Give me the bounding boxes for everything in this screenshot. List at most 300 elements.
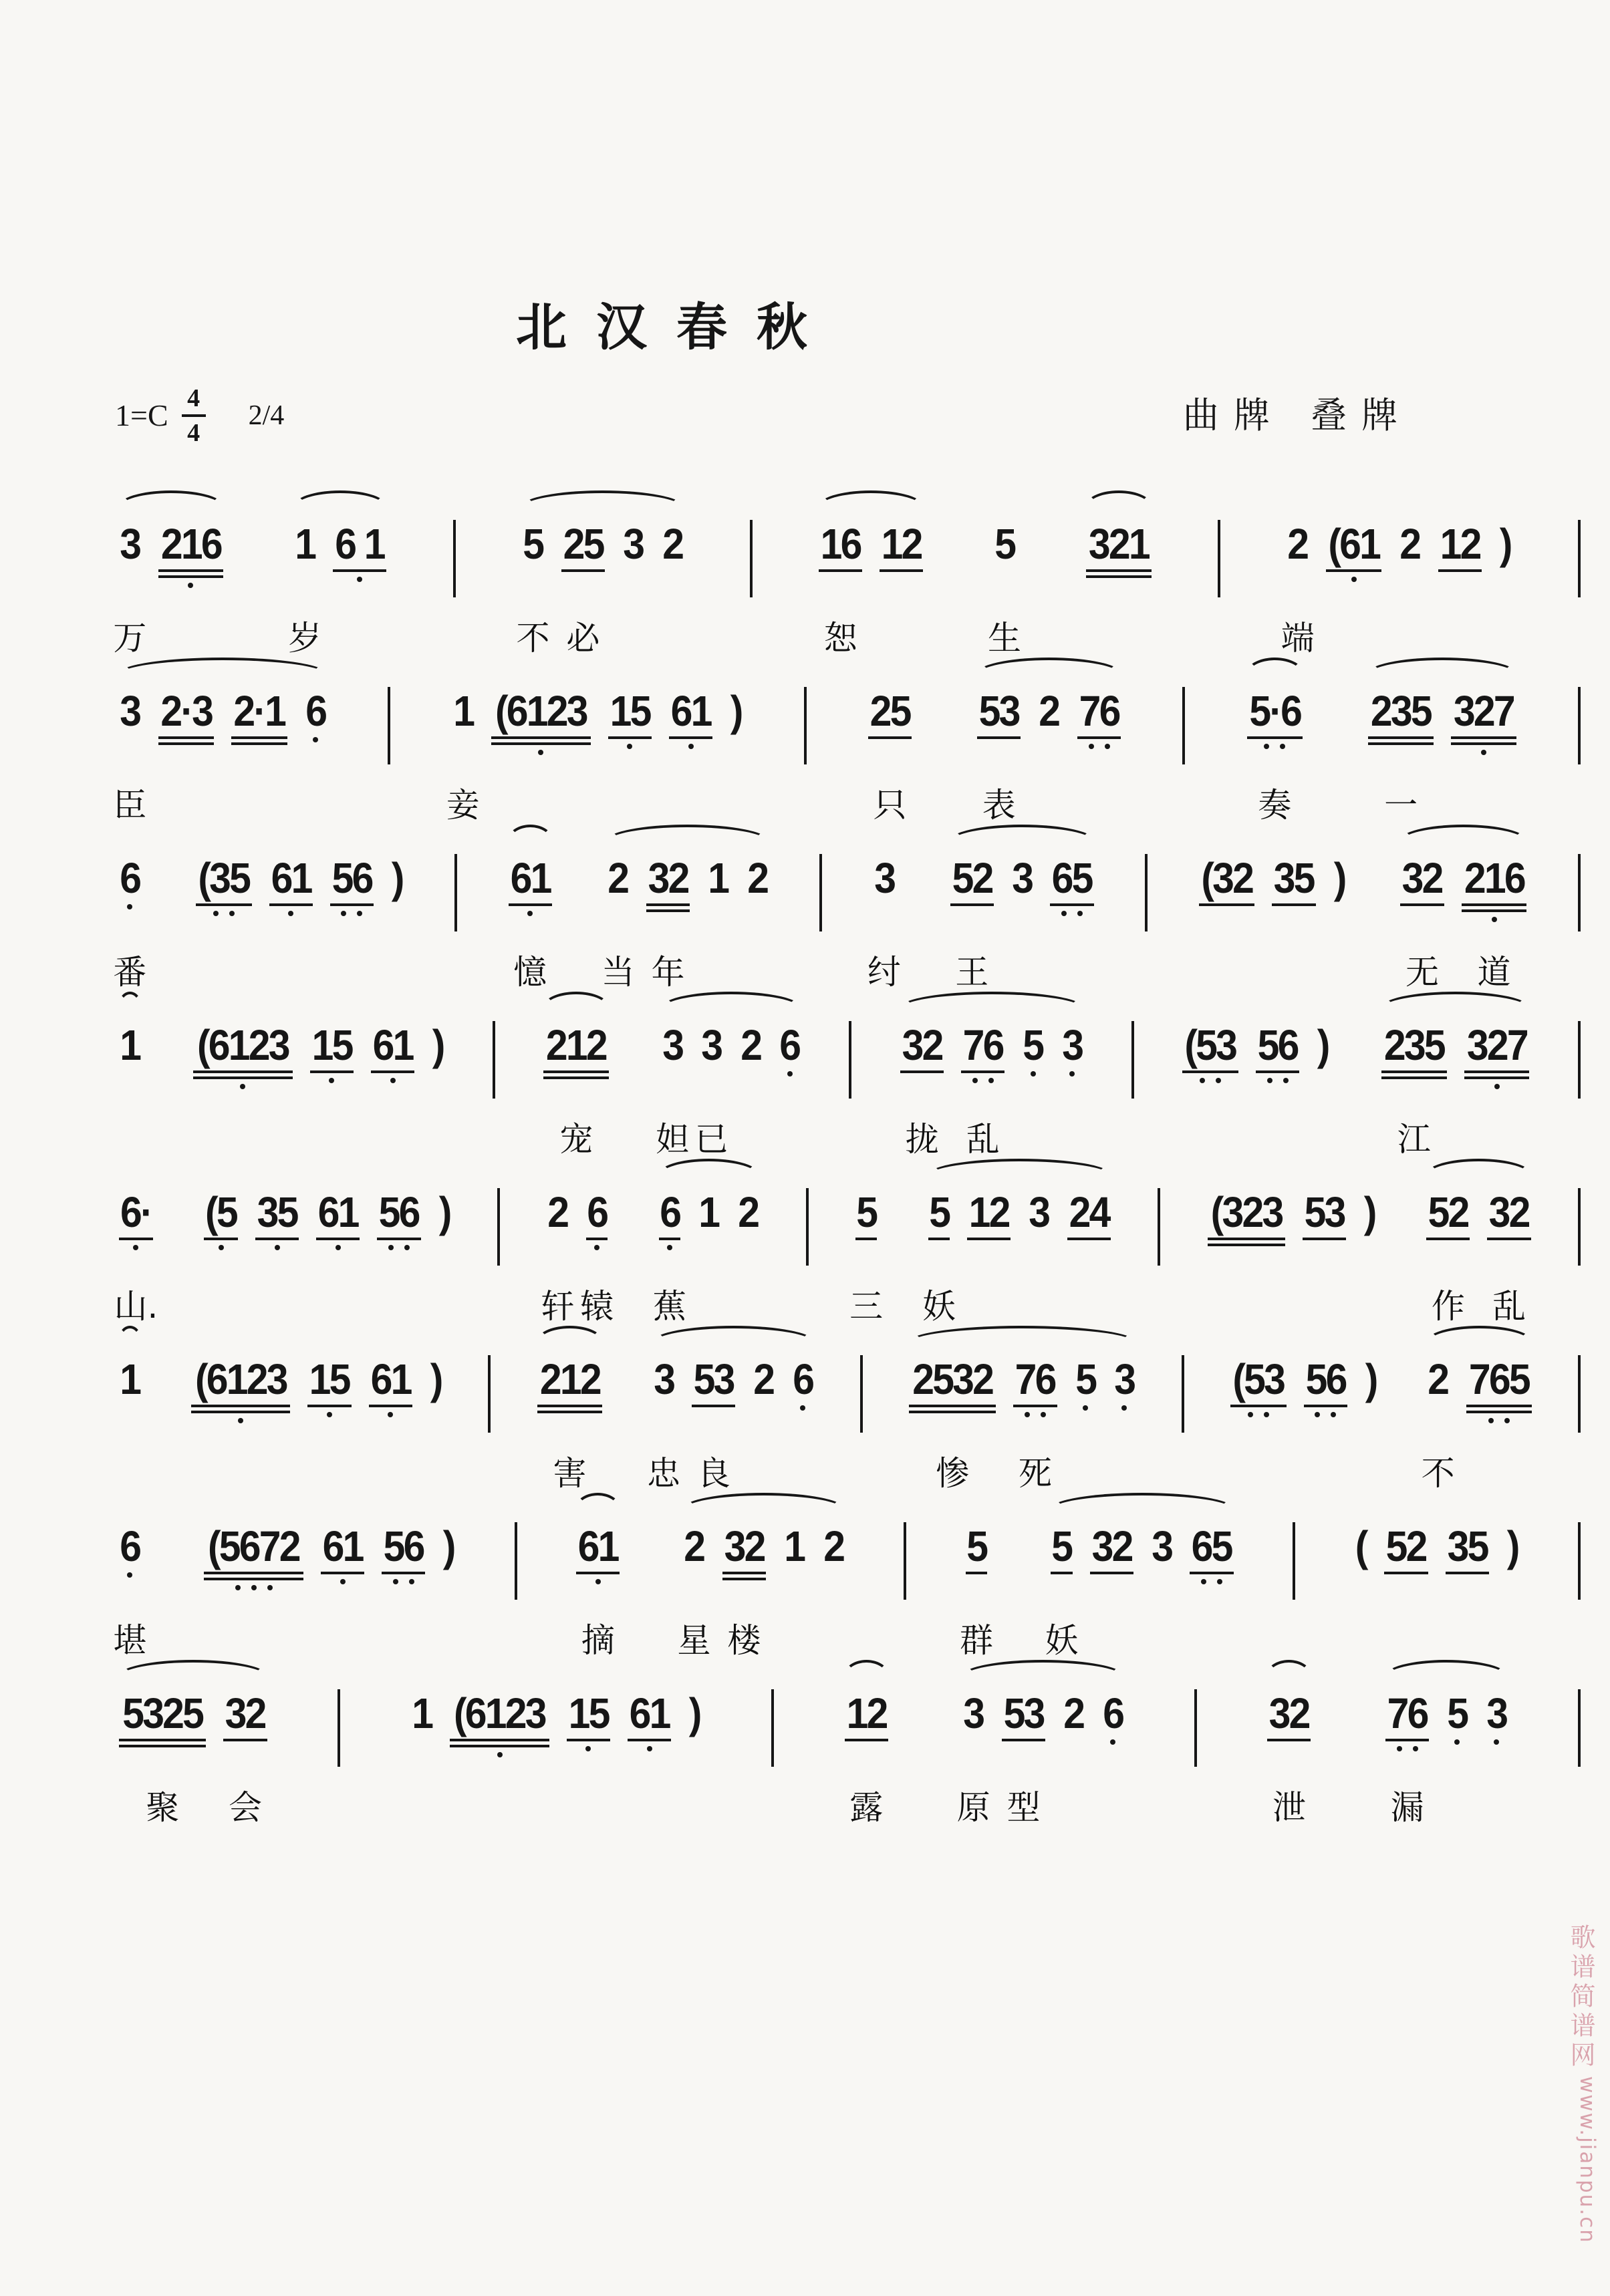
- note-text: 5: [1051, 1522, 1072, 1570]
- octave-dot: [1069, 1071, 1075, 1077]
- note: [740, 1021, 762, 1077]
- octave-dots: [357, 577, 362, 582]
- octave-dots: [327, 1412, 332, 1417]
- octave-dots: [787, 1071, 793, 1077]
- octave-dot: [1031, 1071, 1036, 1077]
- note: [977, 687, 1021, 825]
- note-text: 3: [1486, 1689, 1507, 1737]
- beam-line: [231, 742, 287, 745]
- duration-beams: [333, 569, 386, 572]
- lyric: 死: [1018, 1454, 1052, 1493]
- duration-beams: [158, 569, 224, 578]
- note-text: (6123: [197, 1021, 289, 1069]
- barline: [1578, 854, 1581, 931]
- beam-line: [255, 1238, 299, 1240]
- note: [1381, 1021, 1447, 1159]
- duration-beams: [1451, 736, 1516, 745]
- note: [677, 1522, 711, 1660]
- octave-dots: [647, 1746, 652, 1751]
- beam-line: [646, 903, 690, 906]
- lyric: 必: [566, 619, 600, 658]
- barline: [1158, 1188, 1160, 1266]
- lyric: 江: [1397, 1120, 1431, 1159]
- octave-dot: [667, 1245, 672, 1250]
- beam-line: [1077, 736, 1121, 739]
- duration-beams: [1199, 903, 1255, 906]
- note: [382, 1522, 425, 1590]
- note-text: 53: [1304, 1188, 1345, 1236]
- beam-line: [269, 903, 313, 906]
- duration-beams: [330, 903, 374, 906]
- beam-line: [1466, 1405, 1532, 1407]
- note-text: 5: [928, 1188, 949, 1236]
- lyric: 表: [982, 786, 1016, 825]
- octave-dot: [1061, 911, 1067, 916]
- duration-beams: [119, 1739, 206, 1747]
- note-text: 61: [629, 1689, 670, 1737]
- note: [119, 1689, 206, 1827]
- note: [333, 520, 386, 582]
- octave-dots: [1025, 1412, 1046, 1417]
- duration-beams: [1051, 1572, 1073, 1574]
- note-text: 12: [968, 1188, 1009, 1236]
- beam-line: [1208, 1244, 1285, 1246]
- lyric: 不: [516, 619, 550, 658]
- beam-line: [333, 569, 386, 572]
- note: [1486, 1689, 1508, 1751]
- note: [652, 1188, 686, 1326]
- note-text: 56: [1257, 1021, 1298, 1069]
- duration-beams: [1384, 1572, 1428, 1574]
- beam-line: [491, 742, 591, 745]
- lyric: 番: [113, 953, 147, 992]
- barline: [849, 1021, 851, 1099]
- note-text: 3: [1012, 854, 1033, 902]
- beam-line: [450, 1739, 549, 1741]
- duration-beams: [628, 1739, 671, 1741]
- duration-beams: [692, 1405, 735, 1407]
- note-group-slur: [115, 1021, 145, 1069]
- beam-line: [1304, 1405, 1347, 1407]
- duration-beams: [450, 1739, 549, 1747]
- barline: [1578, 1021, 1581, 1099]
- note: [1045, 1522, 1079, 1660]
- barline: [1578, 1188, 1581, 1266]
- beam-line: [1067, 1238, 1111, 1240]
- note-group-slur: [1377, 1021, 1534, 1159]
- note-text: (5672: [208, 1522, 300, 1570]
- note-group: [867, 854, 901, 992]
- beam-line: [1013, 1405, 1057, 1407]
- note: [371, 1021, 414, 1089]
- note-group: [187, 1355, 446, 1423]
- note: [1061, 1021, 1083, 1083]
- note: [1028, 1188, 1050, 1240]
- note-group: [1226, 1355, 1381, 1417]
- lyric: 憶: [513, 953, 547, 992]
- note: [288, 520, 322, 658]
- beam-line: [204, 1578, 303, 1580]
- duration-beams: [567, 1739, 610, 1741]
- note-text: (6123: [454, 1689, 545, 1737]
- duration-beams: [659, 1238, 681, 1240]
- note: [316, 1188, 360, 1250]
- octave-dot: [595, 1579, 601, 1584]
- note-text: 35: [1447, 1522, 1488, 1570]
- lyric: 群: [960, 1621, 994, 1660]
- octave-dots: [219, 1245, 224, 1250]
- note-group-slur: [815, 520, 927, 658]
- note: [922, 1188, 956, 1326]
- note-group: [988, 520, 1022, 658]
- octave-dot: [1351, 577, 1357, 582]
- note-text: 6: [120, 1522, 140, 1570]
- note: [223, 1689, 267, 1827]
- note-text: 52: [1428, 1188, 1468, 1236]
- beam-line: [543, 1070, 609, 1073]
- note: [1077, 687, 1121, 749]
- note: [119, 1021, 141, 1069]
- octave-dot: [1494, 1739, 1499, 1745]
- note-group-slur: [655, 1021, 805, 1159]
- music-line: [115, 984, 1581, 1159]
- note-group-slur: [646, 1355, 818, 1493]
- barline: [860, 1355, 863, 1433]
- octave-dots: [1397, 1746, 1418, 1751]
- note: [909, 1355, 996, 1493]
- note-text: ): [443, 1522, 455, 1570]
- note-text: 61: [670, 687, 711, 735]
- octave-dots: [213, 911, 235, 916]
- beam-line: [722, 1572, 766, 1574]
- note-text: 15: [610, 687, 650, 735]
- octave-dot: [1077, 911, 1083, 916]
- note: [1385, 1689, 1429, 1827]
- note: [1022, 1021, 1044, 1083]
- beam-line: [193, 1070, 293, 1073]
- note-text: 61: [510, 854, 551, 902]
- beam-line: [193, 1077, 293, 1079]
- lyric: 摘: [581, 1621, 615, 1660]
- duration-beams: [509, 903, 552, 906]
- duration-beams: [491, 736, 591, 745]
- note-group: [541, 1188, 614, 1326]
- note: [967, 1188, 1011, 1240]
- note: [688, 1689, 700, 1757]
- note: [1230, 1355, 1287, 1417]
- note-text: 235: [1371, 687, 1432, 735]
- fraction-bar: [182, 414, 206, 417]
- barline: [497, 1188, 500, 1266]
- beam-line: [1384, 1572, 1428, 1574]
- meter-denominator: 4: [187, 419, 200, 447]
- octave-dots: [1061, 911, 1083, 916]
- note-group-slur: [113, 520, 227, 658]
- note-group-slur: [601, 854, 772, 992]
- note: [1151, 1522, 1173, 1584]
- beam-line: [196, 903, 252, 906]
- octave-dots: [133, 1245, 138, 1250]
- note-text: 3: [120, 520, 140, 568]
- barline: [819, 854, 822, 931]
- duration-beams: [321, 1572, 364, 1574]
- duration-beams: [1267, 1739, 1311, 1741]
- note: [867, 854, 901, 992]
- octave-dot: [1267, 1078, 1272, 1083]
- note-group-slur: [1082, 520, 1156, 578]
- beam-line: [576, 1572, 620, 1574]
- beam-line: [158, 575, 224, 578]
- note-group: [407, 1689, 705, 1757]
- note: [868, 687, 912, 825]
- note: [960, 1522, 994, 1660]
- note: [391, 854, 403, 916]
- duration-beams: [1464, 1070, 1530, 1079]
- key-label: 1=C: [115, 398, 168, 432]
- beam-line: [509, 903, 552, 906]
- lyric: 岁: [288, 619, 322, 658]
- lyric: 一: [1384, 786, 1418, 825]
- beam-line: [1381, 1070, 1447, 1073]
- octave-dot: [1110, 1739, 1115, 1745]
- note: [646, 854, 690, 992]
- note-text: 5: [1075, 1355, 1095, 1403]
- octave-dot: [409, 1579, 414, 1584]
- beam-line: [1190, 1572, 1233, 1574]
- note: [608, 687, 652, 755]
- beam-line: [909, 1405, 996, 1407]
- note-text: ): [1499, 520, 1511, 568]
- note: [694, 1021, 728, 1159]
- beam-line: [961, 1070, 1004, 1073]
- note: [1190, 1522, 1233, 1584]
- note-text: (323: [1210, 1188, 1282, 1236]
- note: [430, 1355, 442, 1423]
- duration-beams: [310, 1070, 354, 1073]
- barline: [488, 1355, 491, 1433]
- beam-line: [966, 1572, 988, 1574]
- note-group-slur: [1422, 1188, 1534, 1326]
- note: [783, 1522, 805, 1580]
- meter-fraction: [182, 386, 206, 446]
- note: [1355, 1522, 1367, 1574]
- note-group: [200, 1522, 458, 1590]
- note-text: 3: [1029, 1188, 1049, 1236]
- note-text: 5325: [122, 1689, 203, 1737]
- duration-beams: [900, 1070, 944, 1073]
- octave-dot: [1504, 1418, 1510, 1423]
- note-text: 212: [546, 1021, 607, 1069]
- barline: [453, 520, 456, 597]
- note-text: 3: [1152, 1522, 1172, 1570]
- note-text: (35: [198, 854, 250, 902]
- beam-line: [223, 1739, 267, 1741]
- octave-dot: [267, 1585, 273, 1590]
- lyric: 恕: [823, 619, 857, 658]
- note: [269, 854, 313, 916]
- octave-dot: [647, 1746, 652, 1751]
- note-text: ): [438, 1188, 450, 1236]
- note: [516, 520, 550, 658]
- beam-line: [928, 1238, 950, 1240]
- note: [1446, 1522, 1489, 1574]
- note-text: 6: [587, 1188, 608, 1236]
- tune-label: 曲牌 叠牌: [1182, 394, 1412, 436]
- lyric: 忠: [646, 1454, 680, 1493]
- note-text: 5: [966, 1522, 987, 1570]
- note-text: 3: [623, 520, 644, 568]
- note-text: 765: [1468, 1355, 1529, 1403]
- note-group-slur: [896, 1021, 1087, 1159]
- lyric: 万: [113, 619, 147, 658]
- duration-beams: [1086, 569, 1152, 578]
- barline: [1145, 854, 1148, 931]
- note-text: 1: [708, 854, 728, 902]
- note-text: 53: [1003, 1689, 1044, 1737]
- beam-line: [1247, 736, 1303, 739]
- note-text: 61: [271, 854, 311, 902]
- octave-dot: [313, 737, 318, 742]
- octave-dots: [288, 911, 293, 916]
- octave-dots: [390, 1078, 396, 1083]
- note: [698, 1188, 720, 1250]
- barline: [750, 520, 753, 597]
- note: [541, 1188, 575, 1326]
- barline: [1578, 1355, 1581, 1433]
- octave-dots: [329, 1078, 334, 1083]
- duration-beams: [1462, 903, 1527, 912]
- note: [628, 1689, 671, 1757]
- lyric: 惨: [936, 1454, 970, 1493]
- note: [438, 1188, 450, 1250]
- note-text: 1: [295, 520, 315, 568]
- octave-dots: [595, 1579, 601, 1584]
- note-text: (6123: [194, 1355, 287, 1403]
- octave-dots: [388, 1412, 393, 1417]
- note: [692, 1355, 735, 1493]
- note: [961, 1021, 1004, 1159]
- note-group: [200, 1188, 454, 1250]
- note-text: 2·3: [160, 687, 212, 735]
- octave-dots: [1200, 1078, 1221, 1083]
- note-group: [114, 1188, 158, 1326]
- beam-line: [543, 1077, 609, 1079]
- note: [1400, 854, 1444, 992]
- duration-beams: [961, 1070, 1004, 1073]
- duration-beams: [880, 569, 923, 572]
- note-text: 65: [1052, 854, 1093, 902]
- beam-line: [1267, 1739, 1311, 1741]
- beam-line: [855, 1238, 878, 1240]
- note-group-slur: [677, 1522, 848, 1660]
- lyric: 堪: [113, 1621, 147, 1660]
- octave-dots: [340, 1579, 346, 1584]
- note-text: 3: [963, 1689, 984, 1737]
- lyric: 妖: [922, 1287, 956, 1326]
- note: [1102, 1689, 1124, 1745]
- octave-dots: [538, 750, 543, 755]
- note-group: [446, 687, 747, 825]
- lyric: 作: [1431, 1287, 1465, 1326]
- note-text: 6 1: [335, 520, 385, 568]
- octave-dot: [787, 1071, 793, 1077]
- note-text: ): [430, 1355, 442, 1403]
- beam-line: [330, 903, 374, 906]
- music-line: [114, 1151, 1581, 1326]
- duration-beams: [561, 569, 605, 572]
- note: [491, 687, 591, 755]
- octave-dot: [357, 577, 362, 582]
- octave-dots: [1089, 744, 1110, 749]
- barline: [806, 1188, 809, 1266]
- beam-line: [819, 569, 862, 572]
- note-text: 1: [120, 1021, 140, 1069]
- lyric: 妾: [446, 786, 480, 825]
- lyric: 年: [651, 953, 685, 992]
- octave-dot: [340, 1579, 346, 1584]
- note: [369, 1355, 412, 1423]
- beam-line: [977, 736, 1021, 739]
- octave-dot: [329, 1078, 334, 1083]
- octave-dot: [133, 1245, 138, 1250]
- note-text: 12: [846, 1689, 887, 1737]
- note: [576, 1522, 620, 1660]
- lyric: 害: [553, 1454, 587, 1493]
- note-text: 32: [724, 1522, 765, 1570]
- note-text: 5: [1447, 1689, 1468, 1737]
- lyric: 当: [601, 953, 635, 992]
- duration-beams: [1368, 736, 1434, 745]
- octave-dots: [336, 1245, 341, 1250]
- note-group-slur: [572, 1522, 624, 1660]
- beam-line: [119, 1238, 153, 1240]
- duration-beams: [1208, 1238, 1285, 1246]
- octave-dot: [388, 1245, 394, 1250]
- duration-beams: [231, 736, 287, 745]
- duration-beams: [909, 1405, 996, 1413]
- note-text: (: [1355, 1522, 1367, 1570]
- note-text: 12: [881, 520, 922, 568]
- octave-dots: [1494, 1739, 1499, 1745]
- duration-beams: [316, 1238, 360, 1240]
- note-text: 2: [684, 1522, 704, 1570]
- note-text: 1: [452, 687, 473, 735]
- note-text: 56: [383, 1522, 424, 1570]
- note: [1333, 854, 1345, 906]
- octave-dot: [1217, 1579, 1222, 1584]
- octave-dot: [1089, 744, 1094, 749]
- duration-beams: [928, 1238, 950, 1240]
- beam-line: [537, 1411, 603, 1413]
- note-text: 235: [1383, 1021, 1444, 1069]
- note-text: 35: [257, 1188, 297, 1236]
- octave-dot: [1216, 1078, 1221, 1083]
- note: [1304, 1355, 1347, 1417]
- duration-beams: [204, 1572, 303, 1580]
- note-text: 3: [653, 1355, 674, 1403]
- note-text: 32: [1091, 1522, 1132, 1570]
- beam-line: [450, 1745, 549, 1747]
- octave-dots: [275, 1245, 280, 1250]
- barline: [1578, 687, 1581, 764]
- octave-dot: [1025, 1412, 1030, 1417]
- note-text: 2: [1428, 1355, 1448, 1403]
- note-group-slur: [905, 1355, 1139, 1493]
- octave-dots: [1494, 1084, 1500, 1089]
- note: [1363, 1188, 1375, 1246]
- beam-line: [909, 1411, 996, 1413]
- note: [950, 854, 994, 992]
